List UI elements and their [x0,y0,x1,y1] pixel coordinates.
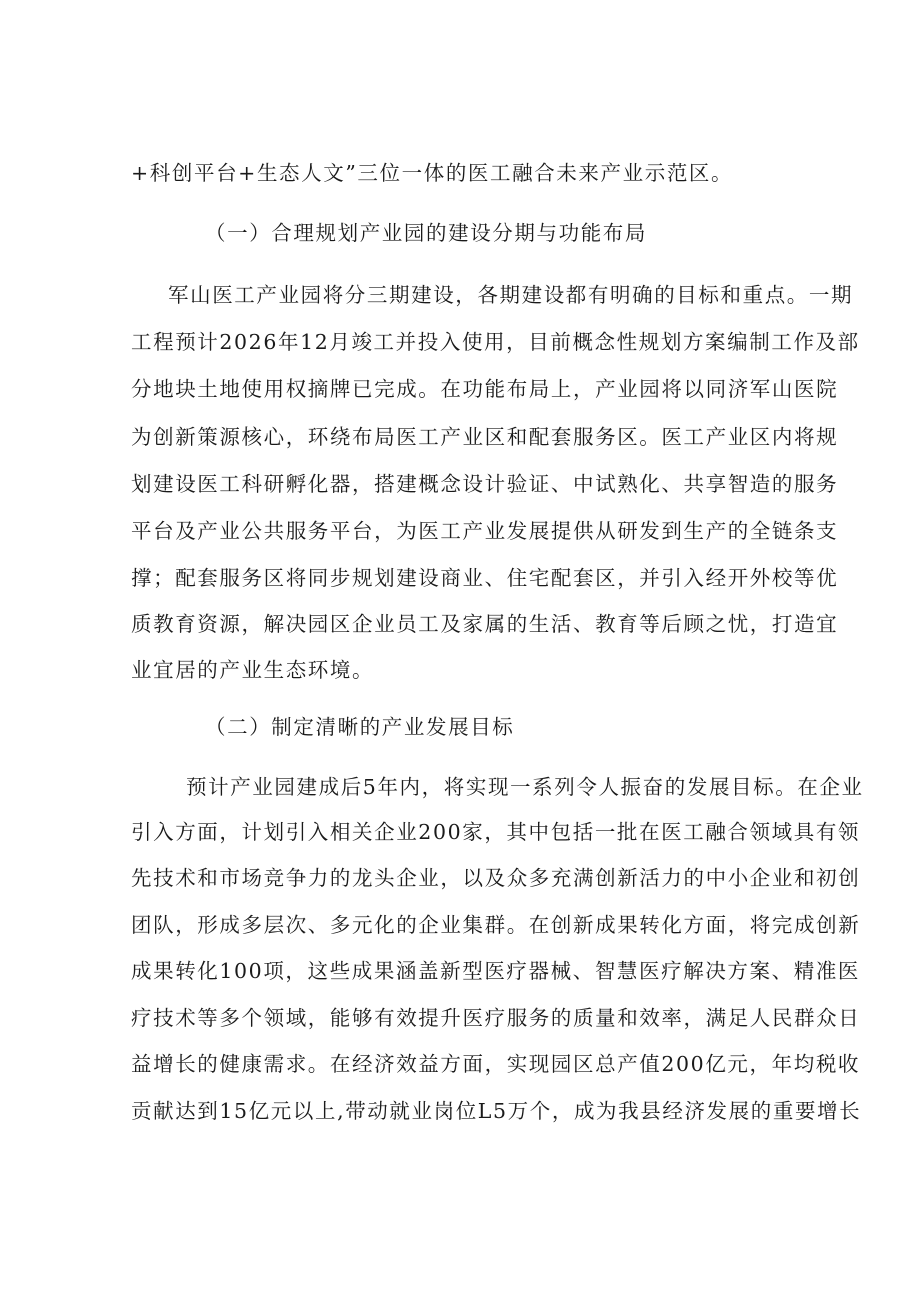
text-line: 先技术和市场竞争力的龙头企业，以及众多充满创新活力的中小企业和初创 [131,866,861,890]
text-line: 疗技术等多个领域，能够有效提升医疗服务的质量和效率，满足人民群众日 [131,1006,861,1030]
text-line: 划建设医工科研孵化器，搭建概念设计验证、中试熟化、共享智造的服务 [131,472,839,496]
text-line: 撑；配套服务区将同步规划建设商业、住宅配套区，并引入经开外校等优 [131,566,839,590]
text-line: 业宜居的产业生态环境。 [131,658,375,682]
text-line: 质教育资源，解决园区企业员工及家属的生活、教育等后顾之忧，打造宜 [131,612,839,636]
text-line: 预计产业园建成后5年内，将实现一系列令人振奋的发展目标。在企业 [186,775,864,799]
text-line: 团队，形成多层次、多元化的企业集群。在创新成果转化方面，将完成创新 [131,913,861,937]
text-line: 军山医工产业园将分三期建设，各期建设都有明确的目标和重点。一期 [168,283,854,307]
text-line: +科创平台+生态人文”三位一体的医工融合未来产业示范区。 [131,161,734,185]
text-line: 分地块土地使用权摘牌已完成。在功能布局上，产业园将以同济军山医院 [131,377,839,401]
text-line: 平台及产业公共服务平台，为医工产业发展提供从研发到生产的全链条支 [131,519,839,543]
section-heading-2: （二）制定清晰的产业发展目标 [205,715,515,739]
text-line: 贡献达到15亿元以上,带动就业岗位L5万个，成为我县经济发展的重要增长 [131,1099,862,1123]
text-line: 成果转化100项，这些成果涵盖新型医疗器械、智慧医疗解决方案、精准医 [131,959,861,983]
text-line: 为创新策源核心，环绕布局医工产业区和配套服务区。医工产业区内将规 [131,425,839,449]
text-line: 工程预计2026年12月竣工并投入使用，目前概念性规划方案编制工作及部 [131,330,860,354]
section-heading-1: （一）合理规划产业园的建设分期与功能布局 [205,221,647,245]
text-line: 益增长的健康需求。在经济效益方面，实现园区总产值200亿元，年均税收 [131,1052,861,1076]
text-line: 引入方面，计划引入相关企业200家，其中包括一批在医工融合领域具有领 [131,820,861,844]
